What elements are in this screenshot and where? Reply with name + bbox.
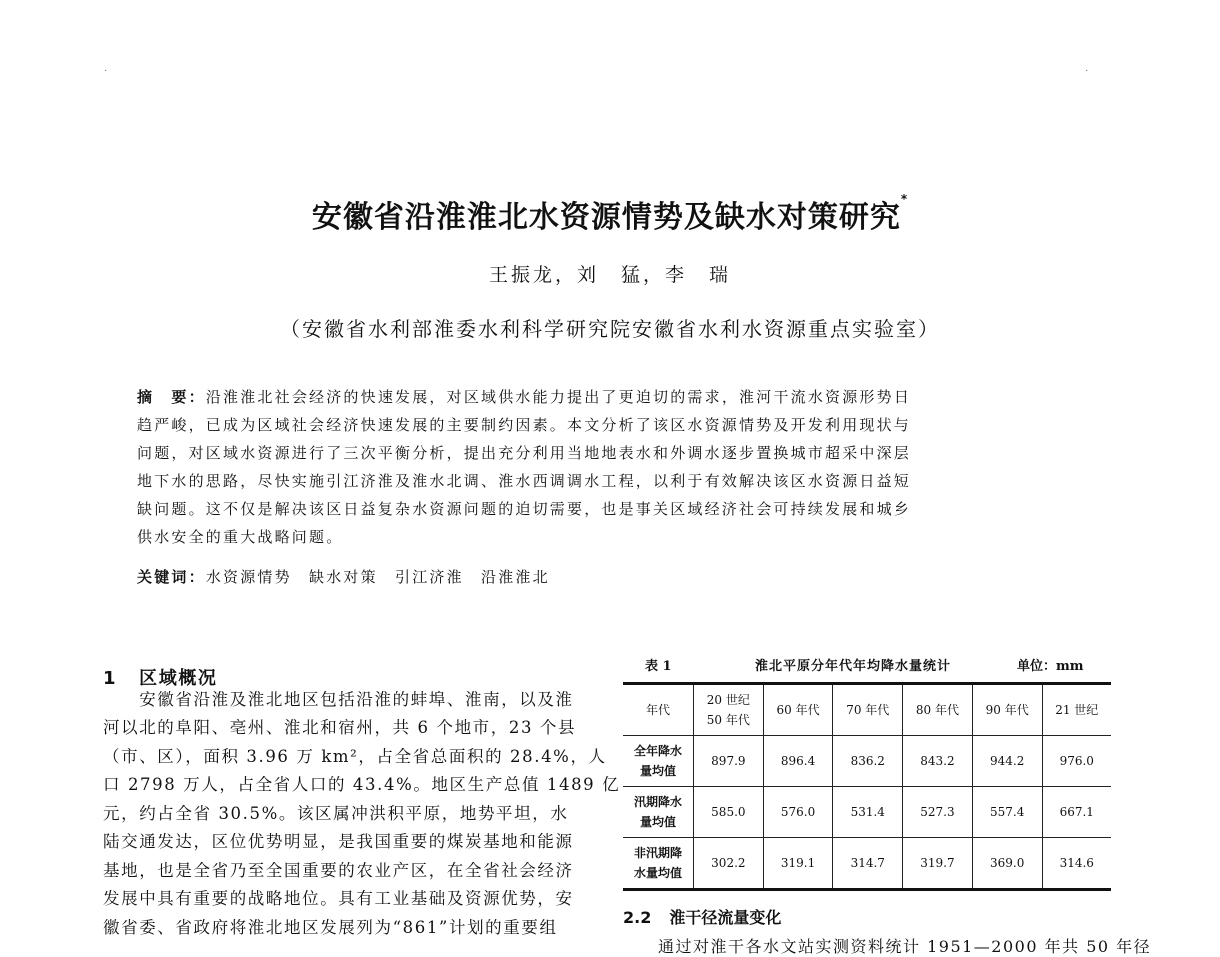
- affiliation: （安徽省水利部淮委水利科学研究院安徽省水利水资源重点实验室）: [280, 317, 940, 341]
- table-label: 表 1: [645, 659, 672, 674]
- cell: 369.0: [972, 838, 1042, 890]
- row-label: 全年降水 量均值: [623, 736, 694, 787]
- abstract-label: 摘 要：: [137, 388, 206, 406]
- scan-speck: ·: [104, 66, 108, 77]
- cell: 314.6: [1042, 838, 1111, 890]
- paper-title: 安徽省沿淮淮北水资源情势及缺水对策研究*: [311, 192, 909, 235]
- authors: 王振龙，刘 猛，李 瑞: [488, 264, 731, 286]
- abstract-line: 地下水的思路，尽快实施引江济淮及淮水北调、淮水西调调水工程，以利于有效解决该区水资源日益短: [137, 472, 912, 490]
- header-cell: 20 世纪 50 年代: [694, 684, 764, 736]
- row-label: 汛期降水 量均值: [623, 787, 694, 838]
- section-2-2-heading: 2.2 淮干径流量变化: [623, 908, 782, 927]
- body-line: 通过对淮干各水文站实测资料统计 1951—2000 年共 50 年径: [623, 937, 1152, 956]
- body-line: 河以北的阜阳、亳州、淮北和宿州，共 6 个地市，23 个县: [103, 718, 577, 737]
- header-cell: 80 年代: [903, 684, 973, 736]
- body-line: 安徽省沿淮及淮北地区包括沿淮的蚌埠、淮南，以及淮: [103, 690, 574, 709]
- cell: 667.1: [1042, 787, 1111, 838]
- abstract-line: 问题，对区域水资源进行了三次平衡分析，提出充分利用当地地表水和外调水逐步置换城市超采中深层: [137, 444, 912, 462]
- cell: 897.9: [694, 736, 764, 787]
- keywords-text: 水资源情势 缺水对策 引江济淮 沿淮淮北: [205, 568, 550, 586]
- table-unit: 单位：mm: [1017, 659, 1084, 674]
- abstract-line: 沿淮淮北社会经济的快速发展，对区域供水能力提出了更迫切的需求，淮河干流水资源形势日: [205, 388, 912, 406]
- cell: 302.2: [694, 838, 764, 890]
- rainfall-table: [623, 682, 1111, 891]
- abstract-line: 供水安全的重大战略问题。: [137, 528, 344, 546]
- body-line: 口 2798 万人，占全省人口的 43.4%。地区生产总值 1489 亿: [103, 775, 621, 794]
- cell: 576.0: [763, 787, 833, 838]
- body-line: 元，约占全省 30.5%。该区属冲洪积平原，地势平坦，水: [103, 804, 569, 823]
- header-cell: 21 世纪: [1042, 684, 1111, 736]
- cell: 319.1: [763, 838, 833, 890]
- cell: 527.3: [903, 787, 973, 838]
- cell: 557.4: [972, 787, 1042, 838]
- keywords-label: 关键词：: [137, 568, 206, 586]
- cell: 531.4: [833, 787, 903, 838]
- cell: 976.0: [1042, 736, 1111, 787]
- body-line: （市、区），面积 3.96 万 km²，占全省总面积的 28.4%，人: [103, 747, 607, 766]
- cell: 319.7: [903, 838, 973, 890]
- cell: 843.2: [903, 736, 973, 787]
- body-line: 陆交通发达，区位优势明显，是我国重要的煤炭基地和能源: [103, 832, 574, 851]
- cell: 585.0: [694, 787, 764, 838]
- abstract-line: 趋严峻，已成为区域社会经济快速发展的主要制约因素。本文分析了该区水资源情势及开发利用现状与: [137, 416, 912, 434]
- section-heading: 1 区域概况: [103, 668, 218, 689]
- body-line: 基地，也是全省乃至全国重要的农业产区，在全省社会经济: [103, 861, 574, 880]
- table-row: [623, 838, 1111, 890]
- cell: 836.2: [833, 736, 903, 787]
- scan-speck: ·: [1085, 66, 1089, 77]
- table-title: 淮北平原分年代年均降水量统计: [755, 659, 952, 674]
- cell: 944.2: [972, 736, 1042, 787]
- abstract-line: 缺问题。这不仅是解决该区日益复杂水资源问题的迫切需要，也是事关区域经济社会可持续发展和城乡: [137, 500, 912, 518]
- header-cell: 90 年代: [972, 684, 1042, 736]
- cell: 314.7: [833, 838, 903, 890]
- header-cell: 60 年代: [763, 684, 833, 736]
- row-label: 非汛期降 水量均值: [623, 838, 694, 890]
- header-cell: 70 年代: [833, 684, 903, 736]
- cell: 896.4: [763, 736, 833, 787]
- keywords: [137, 566, 550, 587]
- body-line: 发展中具有重要的战略地位。具有工业基础及资源优势，安: [103, 889, 574, 908]
- header-cell: 年代: [623, 684, 694, 736]
- body-line: 徽省委、省政府将淮北地区发展列为“861”计划的重要组: [103, 918, 558, 937]
- table-row: [623, 736, 1111, 787]
- table-header-row: [623, 684, 1111, 736]
- table-row: [623, 787, 1111, 838]
